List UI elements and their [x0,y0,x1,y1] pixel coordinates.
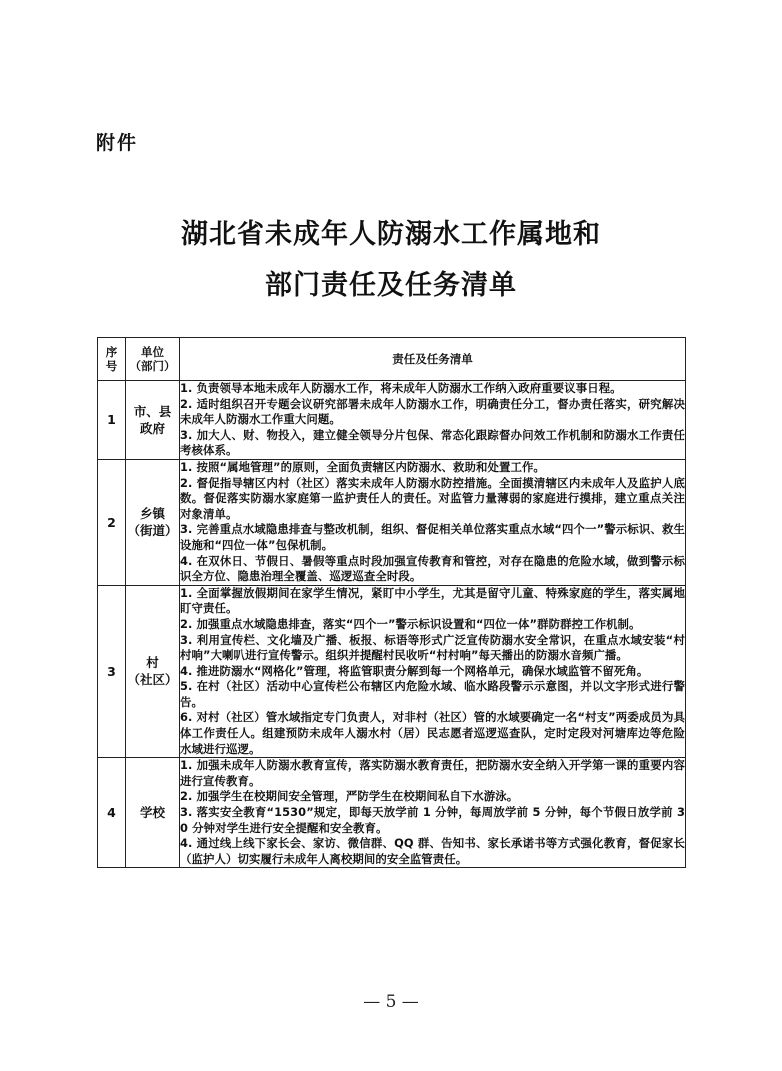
row-unit-line-1: 乡镇 [139,506,165,522]
task-item: 3. 完善重点水域隐患排查与整改机制，组织、督促相关单位落实重点水域“四个一”警示标识、救生设施和“四位一体”包保机制。 [180,522,685,552]
attachment-label: 附件 [96,132,139,154]
header-seq-top: 序 [105,345,118,359]
header-seq [98,338,126,381]
table-header-row [98,338,686,381]
document-title-line-2: 部门责任及任务清单 [265,270,517,301]
task-item: 3. 加大人、财、物投入，建立健全领导分片包保、常态化跟踪督办问效工作机制和防溺水工作责任考核体系。 [180,427,685,458]
table-row [98,585,686,758]
row-unit [126,758,180,868]
row-unit-line-1: 学校 [139,805,165,821]
task-item: 4. 通过线上线下家长会、家访、微信群、QQ 群、告知书、家长承诺书等方式强化教育，督促家长（监护人）切实履行未成年人离校期间的安全监管责任。 [180,836,685,866]
row-unit-line-2: （街道） [127,523,178,539]
task-item: 5. 在村（社区）活动中心宣传栏公布辖区内危险水域、临水路段警示示意图，并以文字形式进行警告。 [180,679,685,709]
row-number: 2 [98,459,126,585]
header-unit [126,338,180,381]
task-item: 3. 落实安全教育“1530”规定，即每天放学前 1 分钟，每周放学前 5 分钟，每个节假日放学前 30 分钟对学生进行安全提醒和安全教育。 [180,805,685,835]
task-item: 6. 对村（社区）管水域指定专门负责人，对非村（社区）管的水域要确定一名“村支”两委成员为具体工作责任人。组建预防未成年人溺水村（居）民志愿者巡逻巡查队，定时定段对河塘库边等危险水域进行巡逻。 [180,710,685,756]
row-unit-line-1: 市、县 [133,403,172,419]
task-item: 2. 加强重点水域隐患排查，落实“四个一”警示标识设置和“四位一体”群防群控工作机制。 [180,616,641,631]
row-unit-line-1: 村 [146,655,159,671]
task-item: 4. 推进防溺水“网格化”管理，将监管职责分解到每一个网格单元，确保水域监管不留死角。 [180,663,649,678]
table-row [98,758,686,868]
task-item: 2. 督促指导辖区内村（社区）落实未成年人防溺水防控措施。全面摸清辖区内未成年人及监护人底数。督促落实防溺水家庭第一监护责任人的责任。对监管力量薄弱的家庭进行摸排，建立重点关注对象清单。 [180,475,685,521]
header-unit-bottom: （部门） [129,359,176,373]
document-title-line-1: 湖北省未成年人防溺水工作属地和 [181,219,601,250]
task-item: 3. 利用宣传栏、文化墙及广播、板报、标语等形式广泛宣传防溺水安全常识，在重点水域安装“村村响”大喇叭进行宣传警示。组织并提醒村民收听“村村响”每天播出的防溺水音频广播。 [180,632,685,663]
task-item: 2. 适时组织召开专题会议研究部署未成年人防溺水工作，明确责任分工，督办责任落实，研究解决未成年人防溺水工作重大问题。 [180,396,685,427]
header-seq-bottom: 号 [105,359,118,373]
row-number: 4 [98,758,126,868]
task-item: 1. 加强未成年人防溺水教育宣传，落实防溺水教育责任，把防溺水安全纳入开学第一课的重要内容进行宣传教育。 [180,758,685,788]
table-row [98,459,686,585]
task-item: 2. 加强学生在校期间安全管理，严防学生在校期间私自下水游泳。 [180,789,519,804]
row-unit [126,459,180,585]
task-item: 1. 按照“属地管理”的原则，全面负责辖区内防溺水、救助和处置工作。 [180,459,545,474]
page-number: — 5 — [363,992,419,1012]
row-number: 3 [98,585,126,758]
table-row [98,381,686,460]
task-item: 1. 负责领导本地未成年人防溺水工作，将未成年人防溺水工作纳入政府重要议事日程。 [180,381,622,395]
row-number: 1 [98,381,126,460]
row-unit [126,585,180,758]
row-task-list [180,459,686,585]
responsibility-table [97,337,686,868]
row-unit-line-2: 政府 [139,420,165,436]
row-task-list [180,758,686,868]
task-item: 1. 全面掌握放假期间在家学生情况，紧盯中小学生，尤其是留守儿童、特殊家庭的学生，落实属地盯守责任。 [180,585,685,616]
row-task-list [180,381,686,460]
task-item: 4. 在双休日、节假日、暑假等重点时段加强宣传教育和管控，对存在隐患的危险水域，做到警示标识全方位、隐患治理全覆盖、巡逻巡查全时段。 [180,553,685,584]
header-tasks: 责任及任务清单 [180,338,686,381]
row-unit-line-2: （社区） [127,672,178,688]
row-unit [126,381,180,460]
header-unit-top: 单位 [141,345,164,359]
row-task-list [180,585,686,758]
